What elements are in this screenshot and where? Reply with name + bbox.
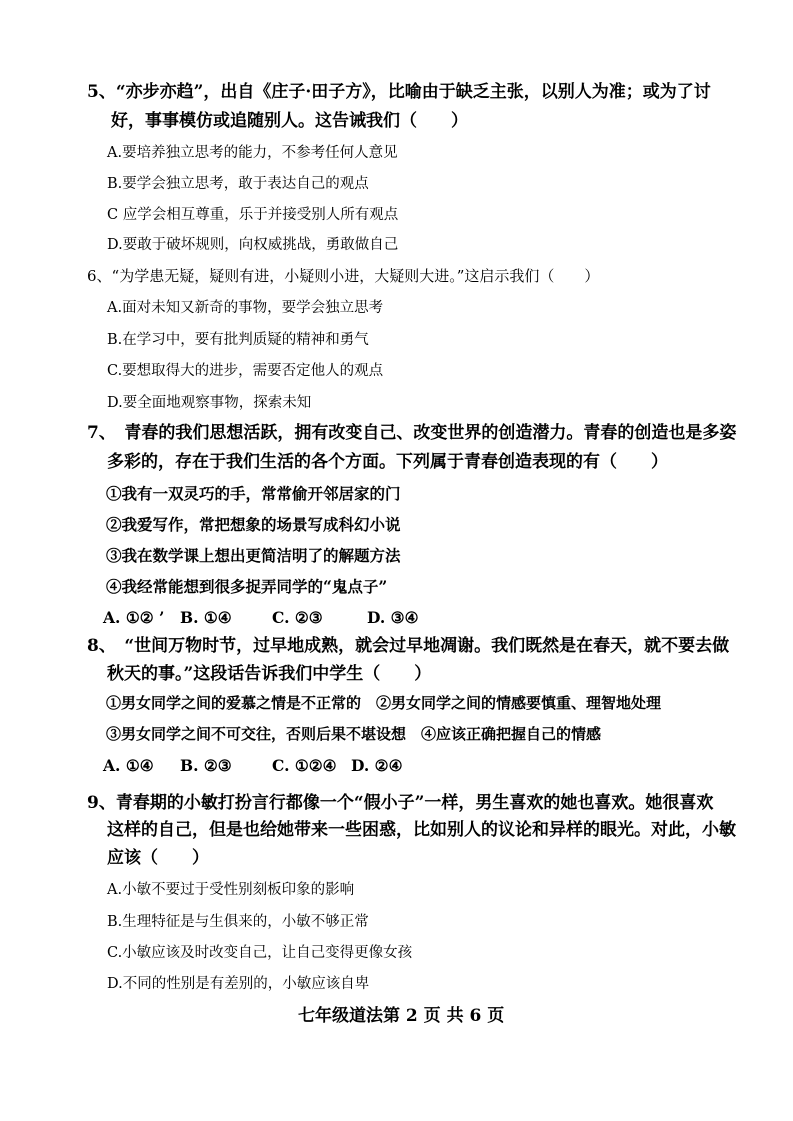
q8-choice-a: A. ①④: [103, 756, 154, 775]
q7-choice-b: B. ①④: [180, 608, 232, 627]
q8-choice-d: D. ②④: [351, 756, 403, 775]
q5-stem-line-1: 5、“亦步亦趋”，出自《庄子·田子方》，比喻由于缺乏主张，以别人为准；或为了讨: [87, 82, 711, 102]
q9-stem-line-2: 这样的自己，但是也给她带来一些困惑，比如别人的议论和异样的眼光。对此，小敏: [107, 820, 736, 840]
page-footer: 七年级道法第 2 页 共 6 页: [298, 1006, 505, 1026]
q7-statement-4: ④我经常能想到很多捉弄同学的“鬼点子”: [106, 577, 388, 596]
q8-statements-line-2: ③男女同学之间不可交往，否则后果不堪设想 ④应该正确把握自己的情感: [106, 725, 602, 743]
q7-choice-c: C. ②③: [272, 608, 323, 627]
q6-option-b: B.在学习中，要有批判质疑的精神和勇气: [107, 332, 369, 348]
q6-option-a: A.面对未知又新奇的事物，要学会独立思考: [107, 300, 384, 316]
q8-choice-c: C. ①②④: [272, 756, 337, 775]
q8-stem-line-2: 秋天的事。”这段话告诉我们中学生（ ）: [107, 664, 432, 684]
q5-option-a: A.要培养独立思考的能力，不参考任何人意见: [107, 145, 398, 161]
q8-choice-b: B. ②③: [180, 756, 232, 775]
q7-statement-2: ②我爱写作，常把想象的场景写成科幻小说: [106, 515, 401, 534]
q6-stem-line-1: 6、“为学患无疑，疑则有进，小疑则小进，大疑则大进。”这启示我们（ ）: [87, 267, 600, 285]
q5-option-b: B.要学会独立思考，敢于表达自己的观点: [107, 176, 369, 192]
q6-option-c: C.要想取得大的进步，需要否定他人的观点: [107, 363, 384, 379]
q8-stem-line-1: 8、 “世间万物时节，过早地成熟，就会过早地凋谢。我们既然是在春天，就不要去做: [87, 636, 730, 656]
q9-option-d: D.不同的性别是有差别的，小敏应该自卑: [107, 976, 370, 992]
q8-statements-line-1: ①男女同学之间的爱慕之情是不正常的 ②男女同学之间的情感要慎重、理智地处理: [106, 694, 662, 712]
q7-choice-a: A. ①② ’: [103, 608, 165, 627]
q9-option-b: B.生理特征是与生俱来的，小敏不够正常: [107, 914, 369, 930]
q7-choice-d: D. ③④: [367, 608, 419, 627]
q7-stem-line-2: 多彩的，存在于我们生活的各个方面。下列属于青春创造表现的有（ ）: [107, 452, 668, 472]
q9-stem-line-3: 应该（ ）: [107, 848, 209, 868]
q7-statement-3: ③我在数学课上想出更简洁明了的解题方法: [106, 546, 401, 565]
q5-option-c: C 应学会相互尊重，乐于并接受别人所有观点: [107, 207, 399, 223]
q7-statement-1: ①我有一双灵巧的手，常常偷开邻居家的门: [106, 484, 401, 503]
q9-option-c: C.小敏应该及时改变自己，让自己变得更像女孩: [107, 945, 413, 961]
q5-option-d: D.要敢于破坏规则，向权威挑战，勇敢做自己: [107, 237, 399, 253]
q5-stem-line-2: 好，事事模仿或追随别人。这告诫我们（ ）: [111, 111, 468, 131]
q9-option-a: A.小敏不要过于受性别刻板印象的影响: [107, 882, 355, 898]
q6-option-d: D.要全面地观察事物，探索未知: [107, 395, 312, 411]
q9-stem-line-1: 9、青春期的小敏打扮言行都像一个“假小子”一样，男生喜欢的她也喜欢。她很喜欢: [87, 793, 714, 813]
q7-stem-line-1: 7、 青春的我们思想活跃，拥有改变自己、改变世界的创造潜力。青春的创造也是多姿: [87, 423, 737, 443]
